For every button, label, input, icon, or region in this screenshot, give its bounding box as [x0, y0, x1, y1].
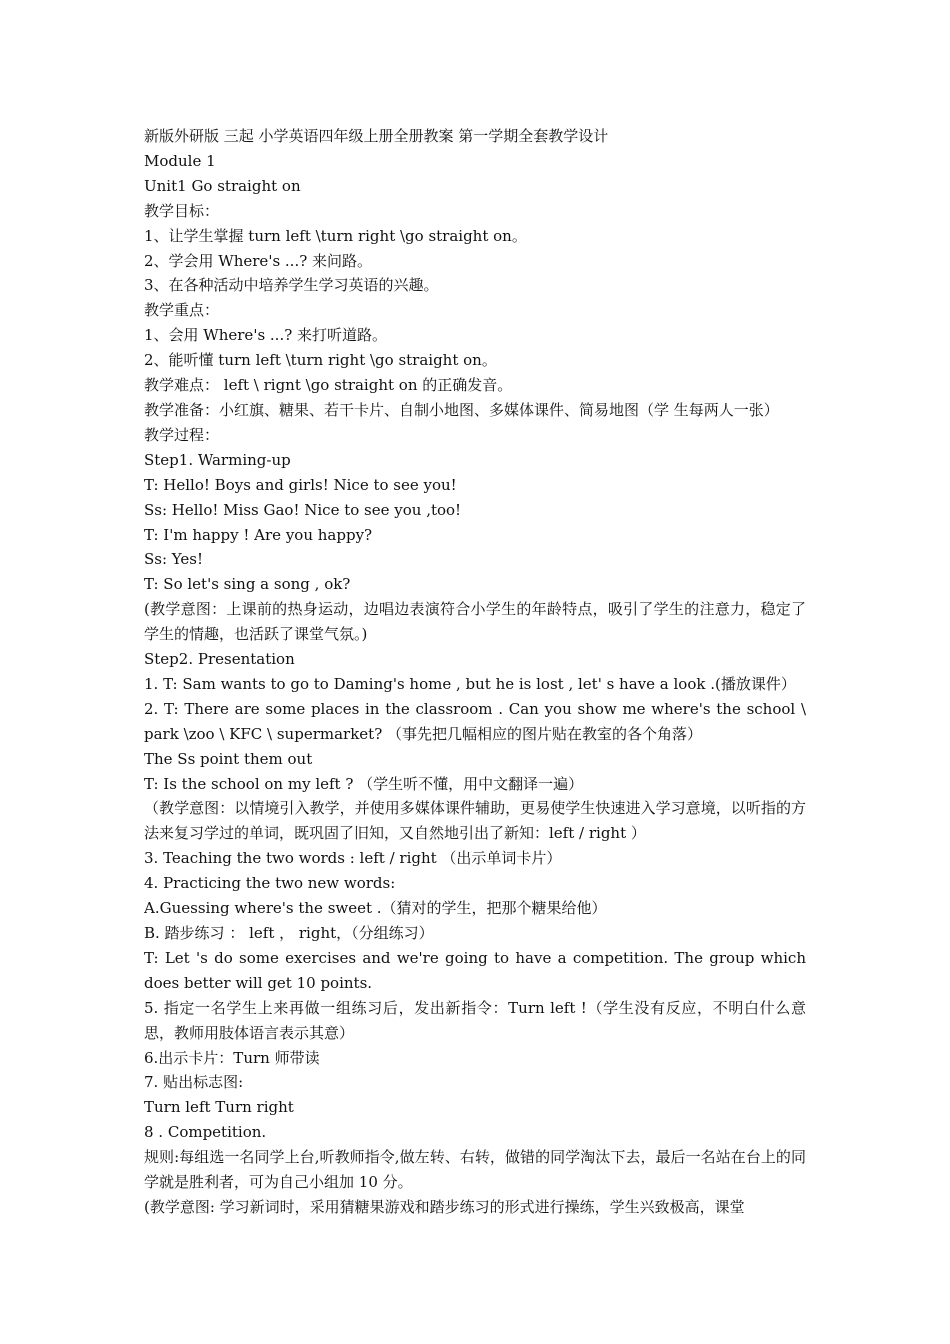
objective-item: 2、学会用 Where's ...? 来问路。	[144, 251, 373, 270]
procedure-subitem: B. 踏步练习 ： left ， right，（分组练习）	[144, 924, 434, 942]
dialogue-paragraph: T: Let 's do some exercises and we're going to have a competition. The group which does better will get 10 points.	[144, 948, 806, 992]
dialogue-line: T: I'm happy ! Are you happy?	[144, 525, 373, 544]
document-body	[144, 124, 806, 1220]
teaching-intent-paragraph: （教学意图：以情境引入教学，并使用多媒体课件辅助，更易使学生快速进入学习意境，以听指的方法来复习学过的单词，既巩固了旧知，又自然地引出了新知：left / right ）	[144, 799, 806, 843]
key-point-item: 1、会用 Where's ...? 来打听道路。	[144, 326, 388, 345]
competition-rules: 规则:每组选一名同学上台,听教师指令,做左转、右转，做错的同学淘汰下去，最后一名站在台上的同学就是胜利者，可为自己小组加 10 分。	[144, 1148, 806, 1192]
procedure-item: 3. Teaching the two words : left / right （出示单词卡片）	[144, 849, 562, 868]
procedure-item: 4. Practicing the two new words:	[144, 874, 396, 893]
section-heading-objectives: 教学目标：	[144, 201, 220, 220]
procedure-item: 1. T: Sam wants to go to Daming's home , but he is lost , let' s have a look .(播放课件）	[144, 674, 796, 693]
module-heading: Module 1	[144, 151, 216, 170]
procedure-item: 6.出示卡片：Turn 师带读	[144, 1048, 320, 1067]
dialogue-line: T: So let's sing a song , ok?	[144, 575, 351, 594]
procedure-note: The Ss point them out	[144, 749, 313, 768]
step-heading: Step2. Presentation	[144, 650, 295, 669]
sign-labels: Turn left Turn right	[144, 1098, 294, 1117]
unit-heading: Unit1 Go straight on	[144, 176, 301, 195]
key-point-item: 2、能听懂 turn left \turn right \go straight on。	[144, 351, 497, 370]
dialogue-line: T: Hello! Boys and girls! Nice to see you!	[144, 475, 457, 494]
dialogue-line: Ss: Hello! Miss Gao! Nice to see you ,too!	[144, 500, 462, 519]
teaching-preparation: 教学准备：小红旗、糖果、若干卡片、自制小地图、多媒体课件、简易地图（学 生每两人一张）	[144, 400, 779, 419]
document-title: 新版外研版 三起 小学英语四年级上册全册教案 第一学期全套教学设计	[144, 127, 609, 145]
procedure-subitem: A.Guessing where's the sweet .（猜对的学生，把那个糖果给他）	[144, 899, 607, 918]
teaching-intent-paragraph: (教学意图: 学习新词时，采用猜糖果游戏和踏步练习的形式进行操练，学生兴致极高，课堂	[144, 1197, 745, 1216]
dialogue-line: Ss: Yes!	[144, 550, 203, 569]
objective-item: 3、在各种活动中培养学生学习英语的兴趣。	[144, 276, 439, 295]
procedure-item: 8 . Competition.	[144, 1123, 267, 1142]
teaching-intent-paragraph: (教学意图：上课前的热身运动，边唱边表演符合小学生的年龄特点，吸引了学生的注意力，稳定了学生的情趣，也活跃了课堂气氛。)	[144, 600, 806, 644]
procedure-item: 5. 指定一名学生上来再做一组练习后，发出新指令：Turn left !（学生没有反应，不明白什么意思，教师用肢体语言表示其意）	[144, 998, 806, 1042]
section-heading-key-points: 教学重点：	[144, 301, 220, 320]
procedure-item: 7. 贴出标志图:	[144, 1073, 244, 1092]
step-heading: Step1. Warming-up	[144, 450, 291, 469]
section-heading-process: 教学过程：	[144, 425, 220, 444]
dialogue-line: T: Is the school on my left ? （学生听不懂，用中文翻译一遍）	[144, 774, 584, 793]
difficult-points: 教学难点： left \ rignt \go straight on 的正确发音。	[144, 376, 513, 395]
procedure-item: 2. T: There are some places in the classroom . Can you show me where's the school \ park \zoo \ KFC \ supermarket? （事先把几幅相应的图片贴在教室的各个角落）	[144, 699, 806, 743]
objective-item: 1、让学生掌握 turn left \turn right \go straight on。	[144, 226, 527, 245]
